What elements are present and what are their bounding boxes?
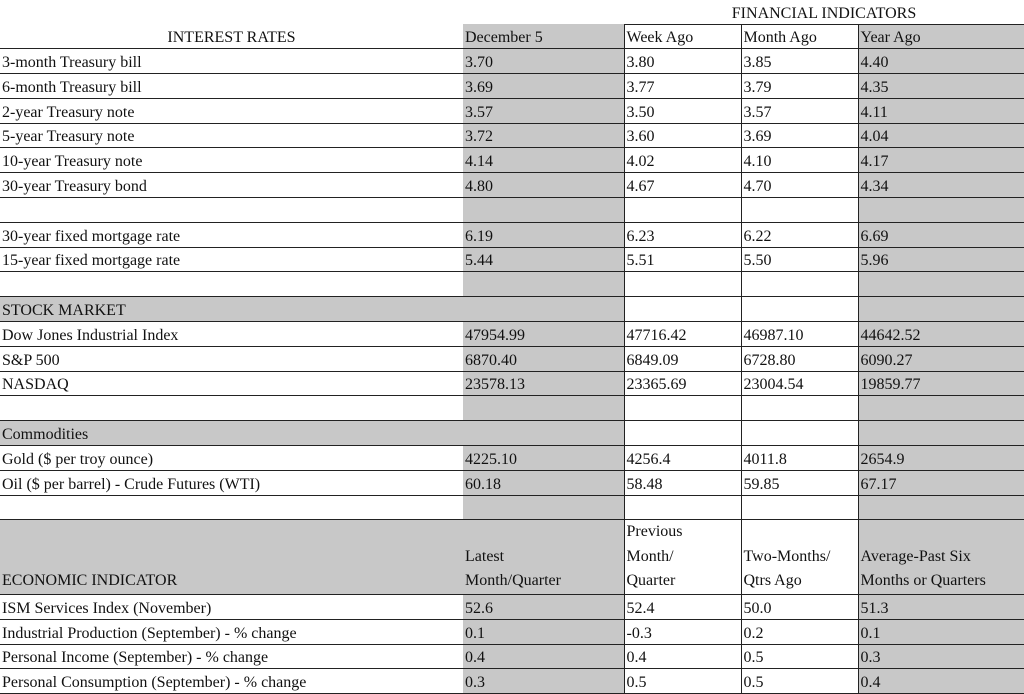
row-value: 4011.8 xyxy=(741,446,858,471)
row-value: 19859.77 xyxy=(858,371,1024,396)
row-label: 2-year Treasury note xyxy=(0,98,463,123)
header-line: Month/ xyxy=(626,547,674,565)
row-label: 30-year Treasury bond xyxy=(0,173,463,198)
row-value: 4.35 xyxy=(858,74,1024,99)
row-value: 4.11 xyxy=(858,98,1024,123)
row-label: Dow Jones Industrial Index xyxy=(0,322,463,347)
row-value: 3.57 xyxy=(463,98,624,123)
header-line: Qtrs Ago xyxy=(743,572,802,590)
spacer-row xyxy=(0,396,1024,421)
header-line: Quarter xyxy=(626,572,676,590)
row-value: Year Ago xyxy=(858,24,1024,49)
row-value: 4.40 xyxy=(858,49,1024,74)
header-line: Previous xyxy=(626,523,683,541)
header-line: Average-Past Six xyxy=(860,547,971,565)
row-value: 6849.09 xyxy=(624,346,741,371)
row-value: 5.50 xyxy=(741,247,858,272)
row-value: 0.4 xyxy=(624,644,741,669)
column-header xyxy=(741,520,858,595)
row-value: 4.10 xyxy=(741,148,858,173)
row-value: 0.3 xyxy=(463,669,624,694)
row-value: 6728.80 xyxy=(741,346,858,371)
row-label: 6-month Treasury bill xyxy=(0,74,463,99)
row-value: 3.70 xyxy=(463,49,624,74)
row-value: 3.80 xyxy=(624,49,741,74)
row-value: Month Ago xyxy=(741,24,858,49)
row-value: 51.3 xyxy=(858,594,1024,619)
row-value: 4.34 xyxy=(858,173,1024,198)
sheet-title: FINANCIAL INDICATORS xyxy=(624,0,1024,24)
interest-rates-header-row xyxy=(0,24,1024,49)
economic-indicator-header-row xyxy=(0,520,1024,595)
row-value: 6.22 xyxy=(741,222,858,247)
row-value: 4.04 xyxy=(858,123,1024,148)
row-value: 5.51 xyxy=(624,247,741,272)
row-value: 67.17 xyxy=(858,470,1024,495)
row-label: 30-year fixed mortgage rate xyxy=(0,222,463,247)
header-line: Two-Months/ xyxy=(743,547,831,565)
table-row xyxy=(0,74,1024,99)
row-value: December 5 xyxy=(463,24,624,49)
row-value: 60.18 xyxy=(463,470,624,495)
table-row xyxy=(0,470,1024,495)
table-row xyxy=(0,446,1024,471)
row-label: INTEREST RATES xyxy=(0,24,463,49)
row-value: 4.14 xyxy=(463,148,624,173)
row-value: 59.85 xyxy=(741,470,858,495)
row-value: 3.72 xyxy=(463,123,624,148)
row-value: 58.48 xyxy=(624,470,741,495)
row-value: 3.69 xyxy=(741,123,858,148)
column-header xyxy=(624,520,741,595)
row-value: 44642.52 xyxy=(858,322,1024,347)
row-value: 5.96 xyxy=(858,247,1024,272)
header-line: Latest xyxy=(465,547,505,565)
table-row xyxy=(0,322,1024,347)
table-row xyxy=(0,247,1024,272)
row-label: 10-year Treasury note xyxy=(0,148,463,173)
section-title: STOCK MARKET xyxy=(0,297,463,322)
row-value: 0.4 xyxy=(463,644,624,669)
row-value: 4.67 xyxy=(624,173,741,198)
row-value: 6.23 xyxy=(624,222,741,247)
row-value: 4.02 xyxy=(624,148,741,173)
row-value: 4.80 xyxy=(463,173,624,198)
table-row xyxy=(0,49,1024,74)
column-header xyxy=(463,520,624,595)
row-value: 0.2 xyxy=(741,619,858,644)
spacer-row xyxy=(0,272,1024,297)
row-value: 0.4 xyxy=(858,669,1024,694)
header-line: Months or Quarters xyxy=(860,572,986,590)
row-value: 6090.27 xyxy=(858,346,1024,371)
row-value: -0.3 xyxy=(624,619,741,644)
row-label: NASDAQ xyxy=(0,371,463,396)
stock-market-section-row xyxy=(0,297,1024,322)
row-label: Personal Consumption (September) - % change xyxy=(0,669,463,694)
row-value: 3.60 xyxy=(624,123,741,148)
row-value: 2654.9 xyxy=(858,446,1024,471)
row-value: 3.57 xyxy=(741,98,858,123)
row-value: 23004.54 xyxy=(741,371,858,396)
row-value: 52.6 xyxy=(463,594,624,619)
section-title: Commodities xyxy=(0,421,463,446)
row-value: 23578.13 xyxy=(463,371,624,396)
header-line: ECONOMIC INDICATOR xyxy=(2,572,178,590)
row-label: ISM Services Index (November) xyxy=(0,594,463,619)
row-value: 6.69 xyxy=(858,222,1024,247)
row-label: Oil ($ per barrel) - Crude Futures (WTI) xyxy=(0,470,463,495)
row-value: 52.4 xyxy=(624,594,741,619)
row-value: 6.19 xyxy=(463,222,624,247)
row-label: S&P 500 xyxy=(0,346,463,371)
table-row xyxy=(0,148,1024,173)
table-row xyxy=(0,619,1024,644)
row-value: 3.77 xyxy=(624,74,741,99)
row-value: 0.5 xyxy=(624,669,741,694)
row-value: 0.1 xyxy=(463,619,624,644)
row-label: Industrial Production (September) - % change xyxy=(0,619,463,644)
row-value: 50.0 xyxy=(741,594,858,619)
row-value: 47954.99 xyxy=(463,322,624,347)
table-row xyxy=(0,222,1024,247)
table-row xyxy=(0,346,1024,371)
row-label: Personal Income (September) - % change xyxy=(0,644,463,669)
commodities-section-row xyxy=(0,421,1024,446)
row-value: 0.5 xyxy=(741,669,858,694)
row-value: 46987.10 xyxy=(741,322,858,347)
row-value: 3.79 xyxy=(741,74,858,99)
row-value: 47716.42 xyxy=(624,322,741,347)
row-value: 4225.10 xyxy=(463,446,624,471)
row-value: 3.69 xyxy=(463,74,624,99)
row-value: 4.70 xyxy=(741,173,858,198)
header-line: Month/Quarter xyxy=(465,572,561,590)
table-row xyxy=(0,98,1024,123)
row-value: 0.1 xyxy=(858,619,1024,644)
row-value: 6870.40 xyxy=(463,346,624,371)
row-value: 0.3 xyxy=(858,644,1024,669)
table-row xyxy=(0,594,1024,619)
spacer-row xyxy=(0,198,1024,223)
row-label: 5-year Treasury note xyxy=(0,123,463,148)
column-header xyxy=(858,520,1024,595)
title-row xyxy=(0,0,1024,24)
row-label: 3-month Treasury bill xyxy=(0,49,463,74)
row-value: 0.5 xyxy=(741,644,858,669)
row-value: 4256.4 xyxy=(624,446,741,471)
row-value: Week Ago xyxy=(624,24,741,49)
table-row xyxy=(0,371,1024,396)
table-row xyxy=(0,173,1024,198)
row-value: 5.44 xyxy=(463,247,624,272)
row-value: 3.85 xyxy=(741,49,858,74)
table-row xyxy=(0,644,1024,669)
spacer-row xyxy=(0,495,1024,520)
table-row xyxy=(0,123,1024,148)
economic-indicator-title xyxy=(0,520,463,595)
row-value: 3.50 xyxy=(624,98,741,123)
row-value: 23365.69 xyxy=(624,371,741,396)
row-value: 4.17 xyxy=(858,148,1024,173)
row-label: Gold ($ per troy ounce) xyxy=(0,446,463,471)
row-label: 15-year fixed mortgage rate xyxy=(0,247,463,272)
